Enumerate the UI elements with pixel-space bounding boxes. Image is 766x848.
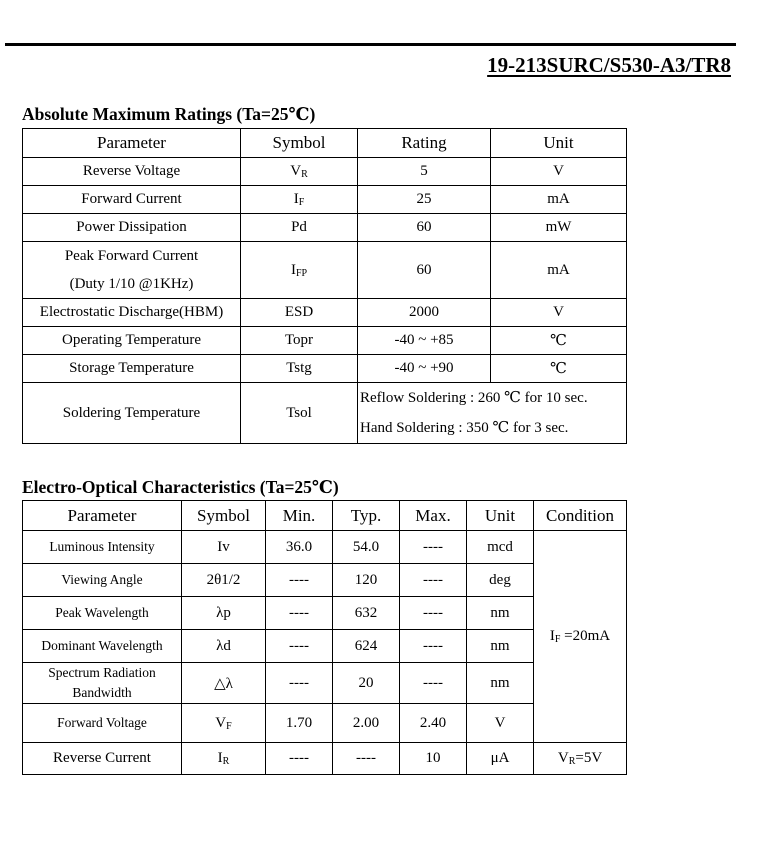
symbol-cell: $V_R$: [241, 158, 358, 186]
column-header-rating: Rating: [358, 129, 491, 158]
table-row: [23, 214, 627, 242]
rating-cell: 60: [358, 214, 491, 242]
condition-cell: $V_R=5V$: [534, 743, 627, 775]
unit-cell: ℃: [491, 327, 627, 355]
symbol-cell: △λ: [182, 663, 266, 704]
unit-cell: mcd: [467, 531, 534, 564]
condition-cell: $I_F =20mA$: [534, 531, 627, 743]
column-header-unit: Unit: [491, 129, 627, 158]
column-header-min: Min.: [266, 501, 333, 531]
symbol-cell: Topr: [241, 327, 358, 355]
symbol-cell: $V_F$: [182, 704, 266, 743]
table-row: [23, 158, 627, 186]
symbol-cell: Tstg: [241, 355, 358, 383]
unit-cell: nm: [467, 630, 534, 663]
rating-cell: 25: [358, 186, 491, 214]
table-row: [23, 531, 627, 564]
min-cell: ----: [266, 743, 333, 775]
symbol-cell: λp: [182, 597, 266, 630]
rating-cell: -40 ~ +90: [358, 355, 491, 383]
symbol-cell: $I_F$: [241, 186, 358, 214]
param-cell: Soldering Temperature: [23, 383, 241, 444]
min-cell: 1.70: [266, 704, 333, 743]
column-header-symbol: Symbol: [182, 501, 266, 531]
max-cell: ----: [400, 630, 467, 663]
unit-cell: μA: [467, 743, 534, 775]
param-cell: Power Dissipation: [23, 214, 241, 242]
typ-cell: ----: [333, 743, 400, 775]
unit-cell: mA: [491, 186, 627, 214]
param-cell: Dominant Wavelength: [23, 630, 182, 663]
param-cell: Forward Current: [23, 186, 241, 214]
symbol-cell: ESD: [241, 299, 358, 327]
symbol-cell: $I_R$: [182, 743, 266, 775]
param-cell: Forward Voltage: [23, 704, 182, 743]
soldering-rating-cell: [358, 383, 627, 444]
typ-cell: 120: [333, 564, 400, 597]
max-cell: 2.40: [400, 704, 467, 743]
param-cell: Reverse Current: [23, 743, 182, 775]
unit-cell: V: [491, 158, 627, 186]
param-cell: Peak Forward Current (Duty 1/10 @1KHz): [23, 242, 241, 299]
part-number: 19-213SURC/S530-A3/TR8: [487, 53, 731, 77]
column-header-condition: Condition: [534, 501, 627, 531]
amr-section-title: Absolute Maximum Ratings (Ta=25℃): [22, 104, 316, 124]
table-header-row: [23, 501, 627, 531]
param-cell: Viewing Angle: [23, 564, 182, 597]
max-cell: ----: [400, 597, 467, 630]
table-header-row: [23, 129, 627, 158]
column-header-unit: Unit: [467, 501, 534, 531]
table-row: [23, 743, 627, 775]
param-cell: Storage Temperature: [23, 355, 241, 383]
unit-cell: V: [467, 704, 534, 743]
unit-cell: nm: [467, 597, 534, 630]
symbol-cell: Pd: [241, 214, 358, 242]
header-rule: [5, 43, 736, 46]
param-cell: Luminous Intensity: [23, 531, 182, 564]
max-cell: 10: [400, 743, 467, 775]
max-cell: ----: [400, 564, 467, 597]
symbol-cell: λd: [182, 630, 266, 663]
unit-cell: deg: [467, 564, 534, 597]
param-cell: Spectrum Radiation Bandwidth: [23, 663, 182, 704]
min-cell: ----: [266, 663, 333, 704]
param-cell: Reverse Voltage: [23, 158, 241, 186]
unit-cell: mA: [491, 242, 627, 299]
column-header-symbol: Symbol: [241, 129, 358, 158]
column-header-parameter: Parameter: [23, 501, 182, 531]
column-header-typ: Typ.: [333, 501, 400, 531]
symbol-cell: Iv: [182, 531, 266, 564]
min-cell: ----: [266, 630, 333, 663]
hand-soldering-text: Hand Soldering : 350 ℃ for 3 sec.: [360, 420, 569, 436]
table-row: [23, 355, 627, 383]
unit-cell: nm: [467, 663, 534, 704]
symbol-cell: Tsol: [241, 383, 358, 444]
max-cell: ----: [400, 663, 467, 704]
min-cell: 36.0: [266, 531, 333, 564]
table-row: [23, 383, 627, 444]
typ-cell: 632: [333, 597, 400, 630]
rating-cell: -40 ~ +85: [358, 327, 491, 355]
rating-cell: 5: [358, 158, 491, 186]
absolute-maximum-ratings-table: [22, 128, 627, 444]
unit-cell: mW: [491, 214, 627, 242]
min-cell: ----: [266, 597, 333, 630]
min-cell: ----: [266, 564, 333, 597]
max-cell: ----: [400, 531, 467, 564]
unit-cell: V: [491, 299, 627, 327]
eoc-section-title: Electro-Optical Characteristics (Ta=25℃): [22, 477, 339, 497]
typ-cell: 624: [333, 630, 400, 663]
typ-cell: 2.00: [333, 704, 400, 743]
unit-cell: ℃: [491, 355, 627, 383]
table-row: [23, 242, 627, 299]
column-header-max: Max.: [400, 501, 467, 531]
param-cell: Electrostatic Discharge(HBM): [23, 299, 241, 327]
column-header-parameter: Parameter: [23, 129, 241, 158]
electro-optical-characteristics-table: [22, 500, 627, 775]
param-cell: Peak Wavelength: [23, 597, 182, 630]
reflow-soldering-text: Reflow Soldering : 260 ℃ for 10 sec.: [360, 390, 588, 406]
typ-cell: 20: [333, 663, 400, 704]
table-row: [23, 186, 627, 214]
symbol-cell: $I_{FP}$: [241, 242, 358, 299]
param-cell: Operating Temperature: [23, 327, 241, 355]
rating-cell: 2000: [358, 299, 491, 327]
typ-cell: 54.0: [333, 531, 400, 564]
table-row: [23, 327, 627, 355]
symbol-cell: 2θ1/2: [182, 564, 266, 597]
table-row: [23, 299, 627, 327]
rating-cell: 60: [358, 242, 491, 299]
